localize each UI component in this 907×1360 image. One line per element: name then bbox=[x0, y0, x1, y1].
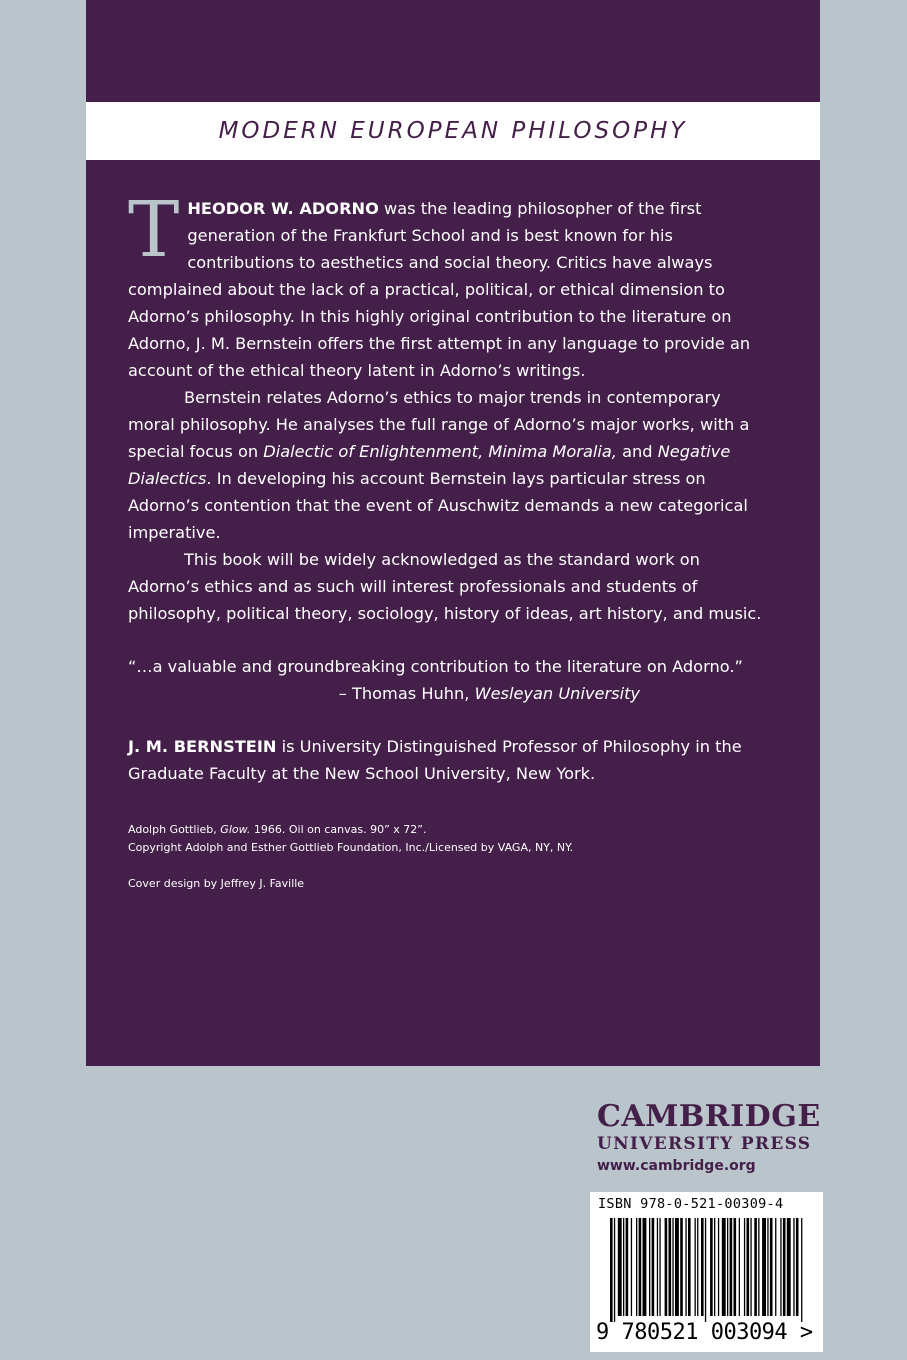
barcode-bar bbox=[643, 1218, 647, 1316]
barcode-bar bbox=[762, 1218, 766, 1316]
barcode-bar bbox=[739, 1218, 740, 1316]
book-titles-1: Dialectic of Enlightenment, Minima Moralia, bbox=[263, 442, 617, 461]
artwork-credit bbox=[128, 821, 772, 839]
barcode-bar bbox=[657, 1218, 658, 1316]
copyright-line: Copyright Adolph and Esther Gottlieb Foundation, Inc./Licensed by VAGA, NY, NY. bbox=[128, 841, 574, 854]
barcode-bar bbox=[730, 1218, 733, 1316]
publisher-name: CAMBRIDGE bbox=[597, 1099, 821, 1134]
publisher-logo bbox=[597, 1100, 827, 1178]
barcode-digits: 9 780521 003094 > bbox=[596, 1320, 813, 1345]
barcode-bar bbox=[718, 1218, 719, 1316]
barcode-bar bbox=[775, 1218, 776, 1316]
book-title-2: Negative Dialectics bbox=[128, 442, 731, 488]
barcode-bar bbox=[659, 1218, 660, 1316]
blurb-text-2c: . In developing his account Bernstein lays particular stress on Adorno’s contention that the event of Auschwitz demands a new categorical imperative. bbox=[128, 469, 748, 542]
barcode-bar bbox=[626, 1218, 629, 1316]
artwork-title: Glow. bbox=[220, 823, 251, 836]
blurb-paragraph-1 bbox=[128, 186, 772, 384]
blurb-text-2b: and bbox=[616, 442, 658, 461]
barcode-bar bbox=[665, 1218, 668, 1316]
author-bio bbox=[128, 733, 772, 787]
barcode-bar bbox=[652, 1218, 655, 1316]
reviewer-name: – Thomas Huhn, bbox=[338, 684, 475, 703]
barcode-bar bbox=[623, 1218, 624, 1316]
subject-name: HEODOR W. ADORNO bbox=[187, 199, 379, 218]
barcode-bar bbox=[697, 1218, 698, 1316]
back-cover-text-panel bbox=[86, 160, 820, 1066]
barcode-bar bbox=[649, 1218, 650, 1316]
review-attribution bbox=[128, 680, 772, 707]
barcode-bar bbox=[675, 1218, 679, 1316]
series-title: MODERN EUROPEAN PHILOSOPHY bbox=[218, 118, 688, 144]
publisher-url: www.cambridge.org bbox=[597, 1158, 756, 1174]
author-bio-text: is University Distinguished Professor of Philosophy in the Graduate Faculty at the New School University, New York. bbox=[128, 737, 742, 783]
blurb-paragraph-3: This book will be widely acknowledged as the standard work on Adorno’s ethics and as such will interest professionals and students of philosophy, political theory, sociology, history of ideas, art history, and music. bbox=[128, 550, 762, 623]
barcode-bar bbox=[801, 1218, 802, 1322]
barcode-bar bbox=[639, 1218, 642, 1316]
drop-cap: T bbox=[128, 186, 180, 275]
isbn-text: ISBN 978-0-521-00309-4 bbox=[598, 1196, 784, 1212]
barcode-bar bbox=[705, 1218, 706, 1322]
barcode-bar bbox=[780, 1218, 781, 1316]
publisher-press: UNIVERSITY PRESS bbox=[597, 1134, 812, 1154]
barcode-bar bbox=[787, 1218, 791, 1316]
barcode-bar bbox=[636, 1218, 637, 1316]
barcode-bar bbox=[680, 1218, 683, 1316]
barcode-bar bbox=[793, 1218, 794, 1316]
series-band bbox=[86, 102, 820, 160]
reviewer-affiliation: Wesleyan University bbox=[474, 684, 640, 703]
blurb-text-1: was the leading philosopher of the first generation of the Frankfurt School and is best known for his contributions to aesthetics and social theory. Critics have always complained about the lack of a practical, political, or ethical dimension to Adorno’s philosophy. In this highly original contribution to the literature on Adorno, J. M. Bernstein offers the first attempt in any language to provide an account of the ethical theory latent in Adorno’s writings. bbox=[128, 199, 751, 380]
barcode-bar bbox=[672, 1218, 673, 1316]
barcode-bar bbox=[783, 1218, 786, 1316]
barcode-bar bbox=[631, 1218, 632, 1316]
review-quote: “…a valuable and groundbreaking contribution to the literature on Adorno.” bbox=[128, 657, 743, 676]
barcode-bar bbox=[754, 1218, 757, 1316]
barcode-bar bbox=[734, 1218, 737, 1316]
author-name: J. M. BERNSTEIN bbox=[128, 737, 277, 756]
artist-name: Adolph Gottlieb, bbox=[128, 823, 221, 836]
barcode-bar bbox=[695, 1218, 696, 1316]
barcode-bar bbox=[688, 1218, 691, 1316]
cover-top-panel bbox=[86, 0, 820, 102]
barcode-bar bbox=[767, 1218, 768, 1316]
barcode-bar bbox=[770, 1218, 773, 1316]
barcode-bar bbox=[610, 1218, 613, 1322]
barcode-bar bbox=[714, 1218, 715, 1316]
blurb-paragraph-2 bbox=[128, 384, 772, 546]
cover-art-credits bbox=[128, 821, 772, 857]
barcode-bar bbox=[727, 1218, 728, 1316]
barcode-label bbox=[590, 1192, 823, 1352]
barcode-bar bbox=[744, 1218, 745, 1316]
barcode-bar bbox=[710, 1218, 713, 1316]
barcode-bar bbox=[669, 1218, 672, 1316]
barcode-bar bbox=[722, 1218, 726, 1316]
barcode-bar bbox=[747, 1218, 750, 1316]
barcode-bar bbox=[618, 1218, 622, 1316]
barcode-bar bbox=[701, 1218, 704, 1316]
blurb-text-2a: Bernstein relates Adorno’s ethics to major trends in contemporary moral philosophy. He analyses the full range of Adorno’s major works, with a special focus on bbox=[128, 388, 750, 461]
barcode-bar bbox=[758, 1218, 759, 1316]
barcode-bar bbox=[614, 1218, 615, 1322]
barcode-bar bbox=[750, 1218, 751, 1316]
artwork-details: 1966. Oil on canvas. 90” x 72”. bbox=[250, 823, 427, 836]
cover-design-credit: Cover design by Jeffrey J. Faville bbox=[128, 877, 305, 890]
barcode-bar bbox=[685, 1218, 686, 1316]
barcode-bar bbox=[796, 1218, 799, 1316]
